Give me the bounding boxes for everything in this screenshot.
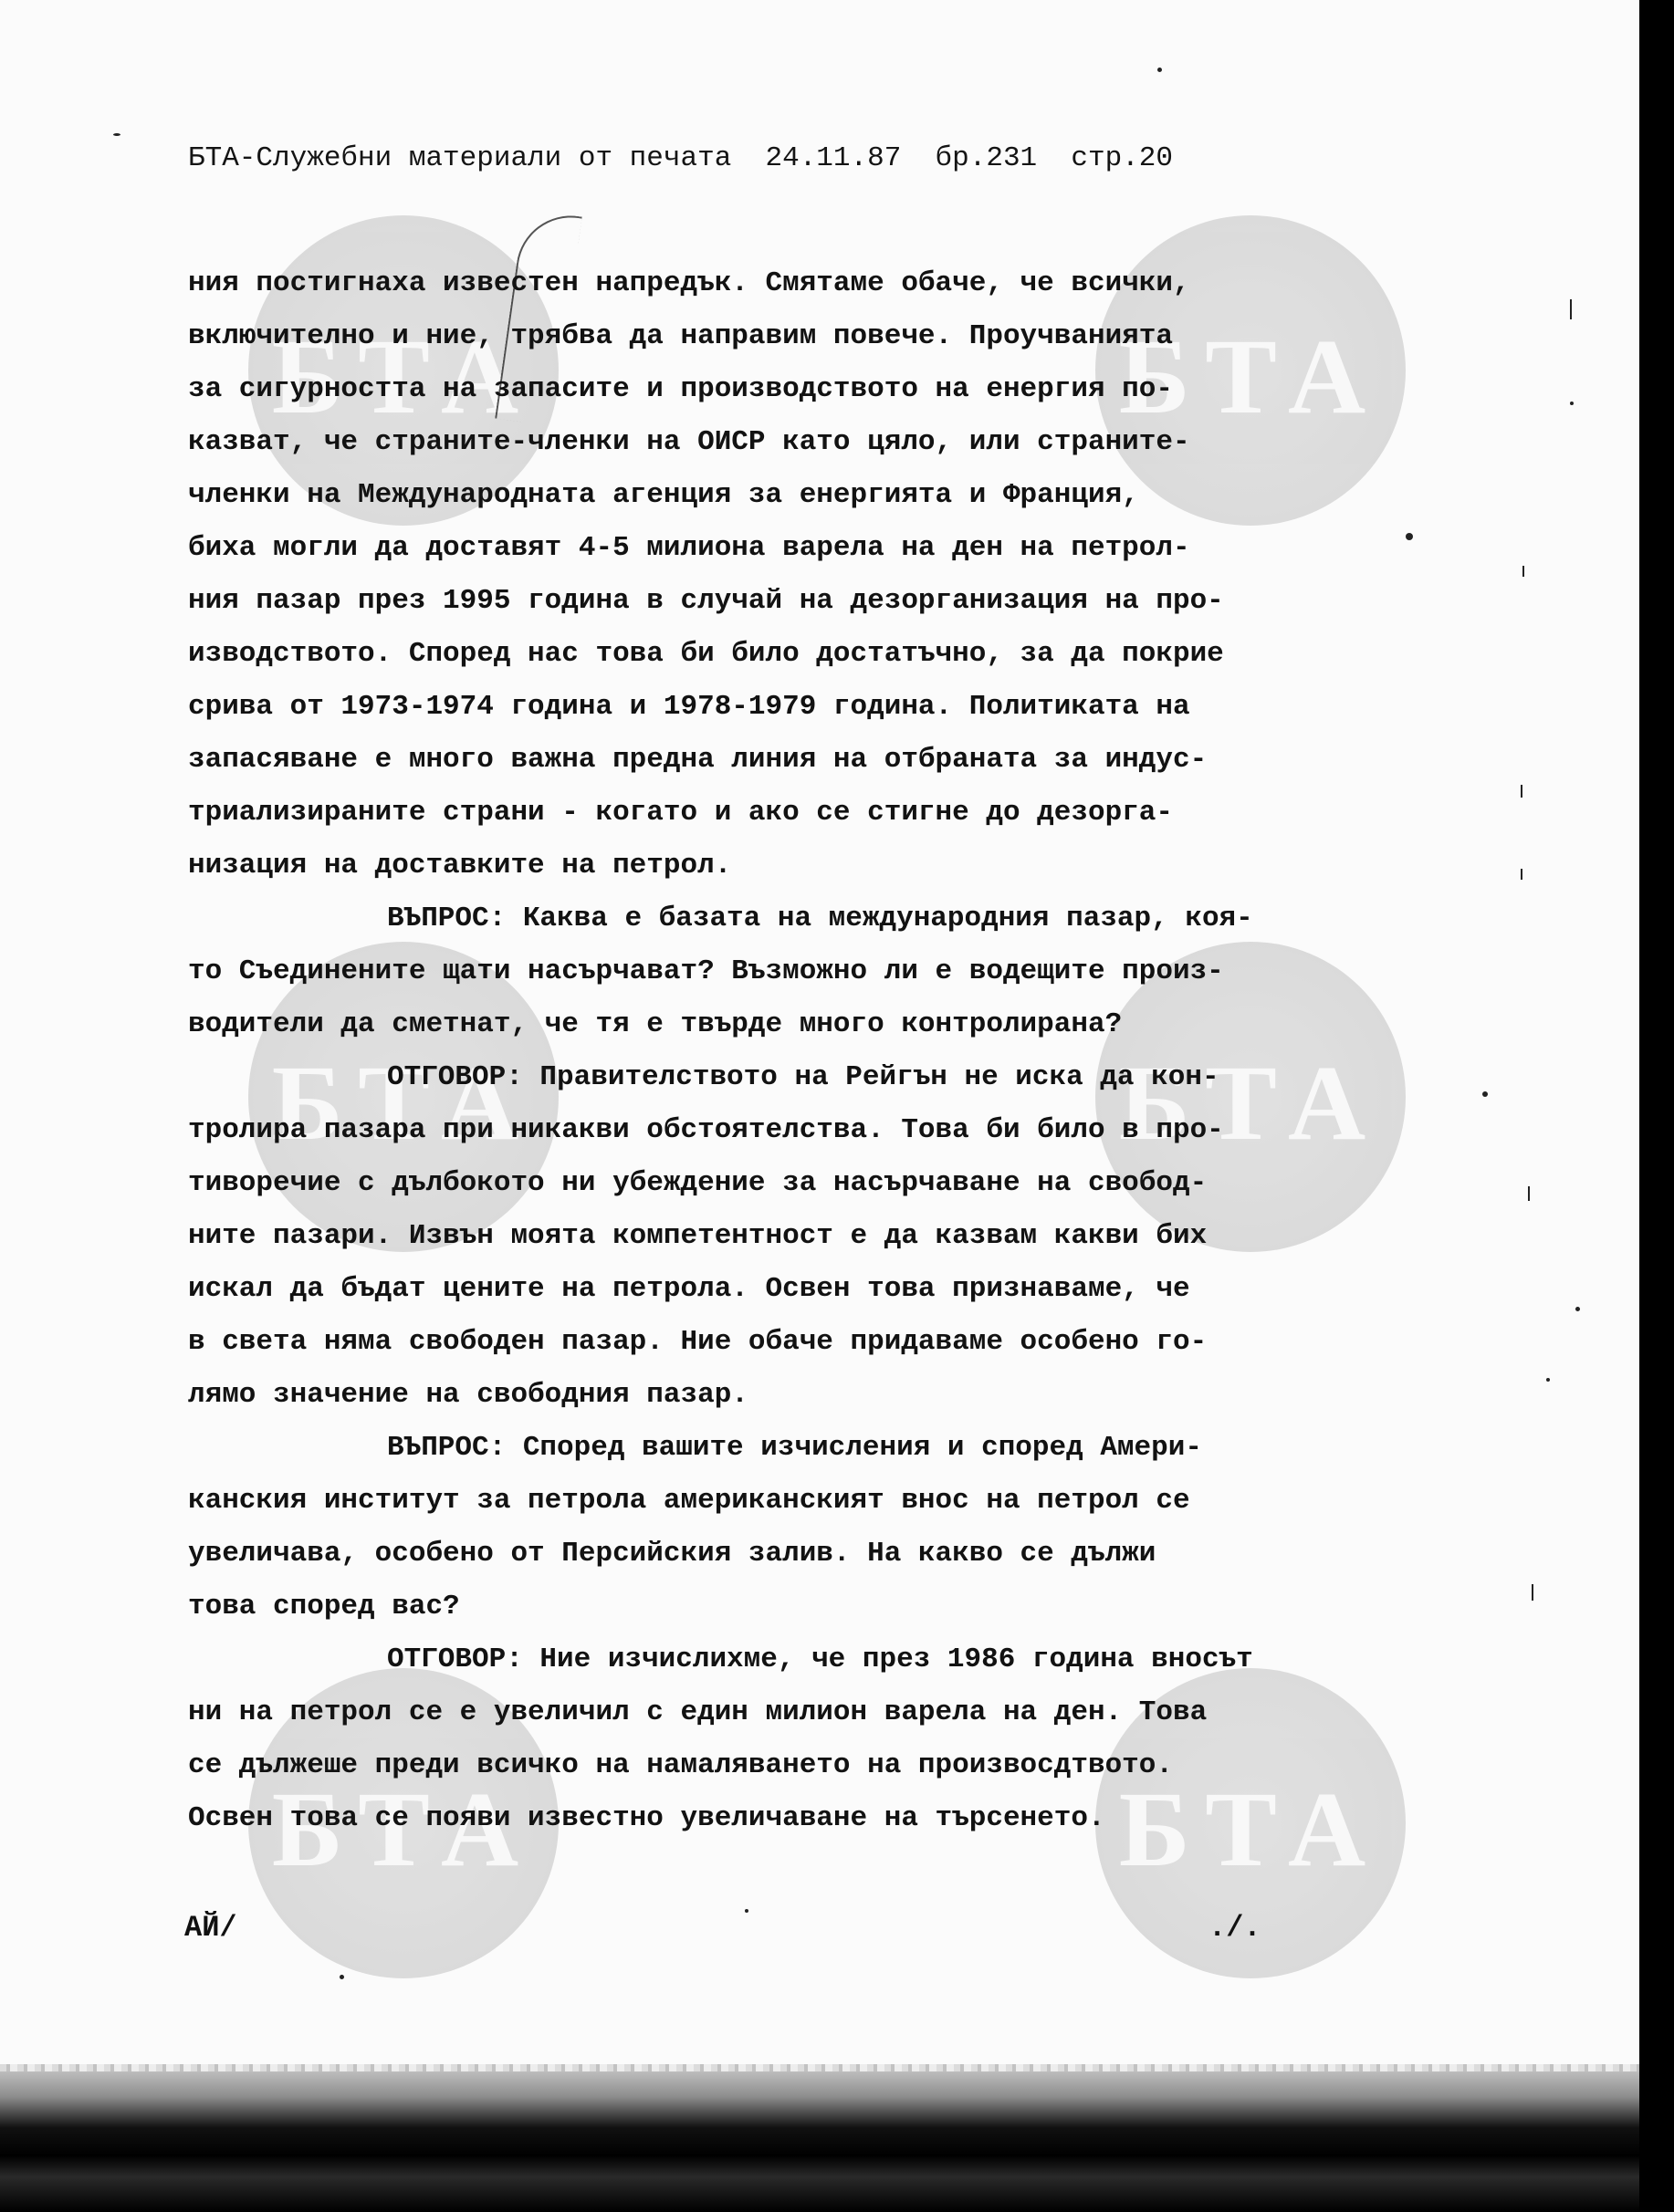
text-line: то Съединените щати насърчават? Възможно ли е водещите произ- [188, 955, 1224, 987]
scan-margin-mark [1532, 1584, 1533, 1601]
text-line: увеличава, особено от Персийския залив. На какво се дължи [188, 1538, 1156, 1570]
scan-margin-mark [1570, 299, 1572, 319]
text-line: ните пазари. Извън моята компетентност е да казвам какви бих [188, 1220, 1208, 1252]
scan-speck [1482, 1091, 1488, 1097]
text-line: ния пазар през 1995 година в случай на дезорганизация на про- [188, 585, 1224, 617]
text-line: ния постигнаха известен напредък. Смятаме обаче, че всички, [188, 267, 1190, 299]
bta-watermark-label: БТА [271, 1769, 536, 1889]
scan-margin-mark [1521, 869, 1522, 880]
scan-margin-mark [1528, 1186, 1530, 1201]
text-line: низация на доставките на петрол. [188, 850, 732, 882]
bta-watermark-label: БТА [271, 1043, 536, 1163]
scan-speck [1546, 1378, 1550, 1382]
scan-speck [1406, 533, 1413, 540]
document-body [188, 257, 1375, 1845]
text-line: ВЪПРОС: Според вашите изчисления и според Амери- [387, 1432, 1202, 1464]
initials-footer: АЙ/ [184, 1911, 237, 1945]
text-line: за сигурността на запасите и производството на енергия по- [188, 373, 1173, 405]
scan-speck [340, 1975, 344, 1979]
text-line: казват, че страните-членки на ОИСР като цяло, или страните- [188, 426, 1190, 458]
text-line: ОТГОВОР: Ние изчислихме, че през 1986 година вносът [387, 1643, 1253, 1675]
scan-speck [1570, 402, 1574, 405]
text-line: тролира пазара при никакви обстоятелства. Това би било в про- [188, 1114, 1224, 1146]
scan-right-edge [1639, 0, 1674, 2212]
scan-speck [113, 133, 120, 136]
text-line: тиворечие с дълбокото ни убеждение за насърчаване на свобод- [188, 1167, 1208, 1199]
bta-watermark-label: БТА [1118, 1769, 1383, 1889]
scan-speck [1157, 68, 1162, 72]
text-line: лямо значение на свободния пазар. [188, 1379, 748, 1411]
text-line: ОТГОВОР: Правителството на Рейгън не иска да кон- [387, 1061, 1219, 1093]
scan-speck [1575, 1307, 1580, 1311]
text-line: запасяване е много важна предна линия на отбраната за индус- [188, 744, 1208, 776]
text-line: изводството. Според нас това би било достатъчно, за да покрие [188, 638, 1224, 670]
scan-bottom-edge [0, 2071, 1674, 2212]
text-line: това според вас? [188, 1591, 460, 1622]
text-line: в света няма свободен пазар. Ние обаче придаваме особено го- [188, 1326, 1208, 1358]
text-line: искал да бъдат цените на петрола. Освен това признаваме, че [188, 1273, 1190, 1305]
bta-watermark-label: БТА [1118, 317, 1383, 436]
bta-watermark-label: БТА [271, 317, 536, 436]
scan-speck [745, 1909, 748, 1913]
text-line: се дължеше преди всичко на намаляването на произвосдтвото. [188, 1749, 1173, 1781]
text-line: ВЪПРОС: Каква е базата на международния пазар, коя- [387, 903, 1253, 934]
bta-watermark-label: БТА [1118, 1043, 1383, 1163]
text-line: биха могли да доставят 4-5 милиона варела на ден на петрол- [188, 532, 1190, 564]
document-header: БТА-Служебни материали от печата 24.11.87 бр.231 стр.20 [188, 142, 1173, 174]
text-line: водители да сметнат, че тя е твърде много контролирана? [188, 1008, 1123, 1040]
text-line: ни на петрол се е увеличил с един милион варела на ден. Това [188, 1696, 1208, 1728]
scan-margin-mark [1521, 785, 1522, 798]
text-line: Освен това се появи известно увеличаване на търсенето. [188, 1802, 1105, 1834]
text-line: канския институт за петрола американският внос на петрол се [188, 1485, 1190, 1517]
text-line: триализираните страни - когато и ако се стигне до дезорга- [188, 797, 1173, 829]
continuation-mark: ./. [1208, 1911, 1261, 1945]
text-line: срива от 1973-1974 година и 1978-1979 година. Политиката на [188, 691, 1190, 723]
scan-margin-mark [1522, 566, 1524, 577]
text-line: включително и ние, трябва да направим повече. Проучванията [188, 320, 1173, 352]
text-line: членки на Международната агенция за енергията и Франция, [188, 479, 1139, 511]
